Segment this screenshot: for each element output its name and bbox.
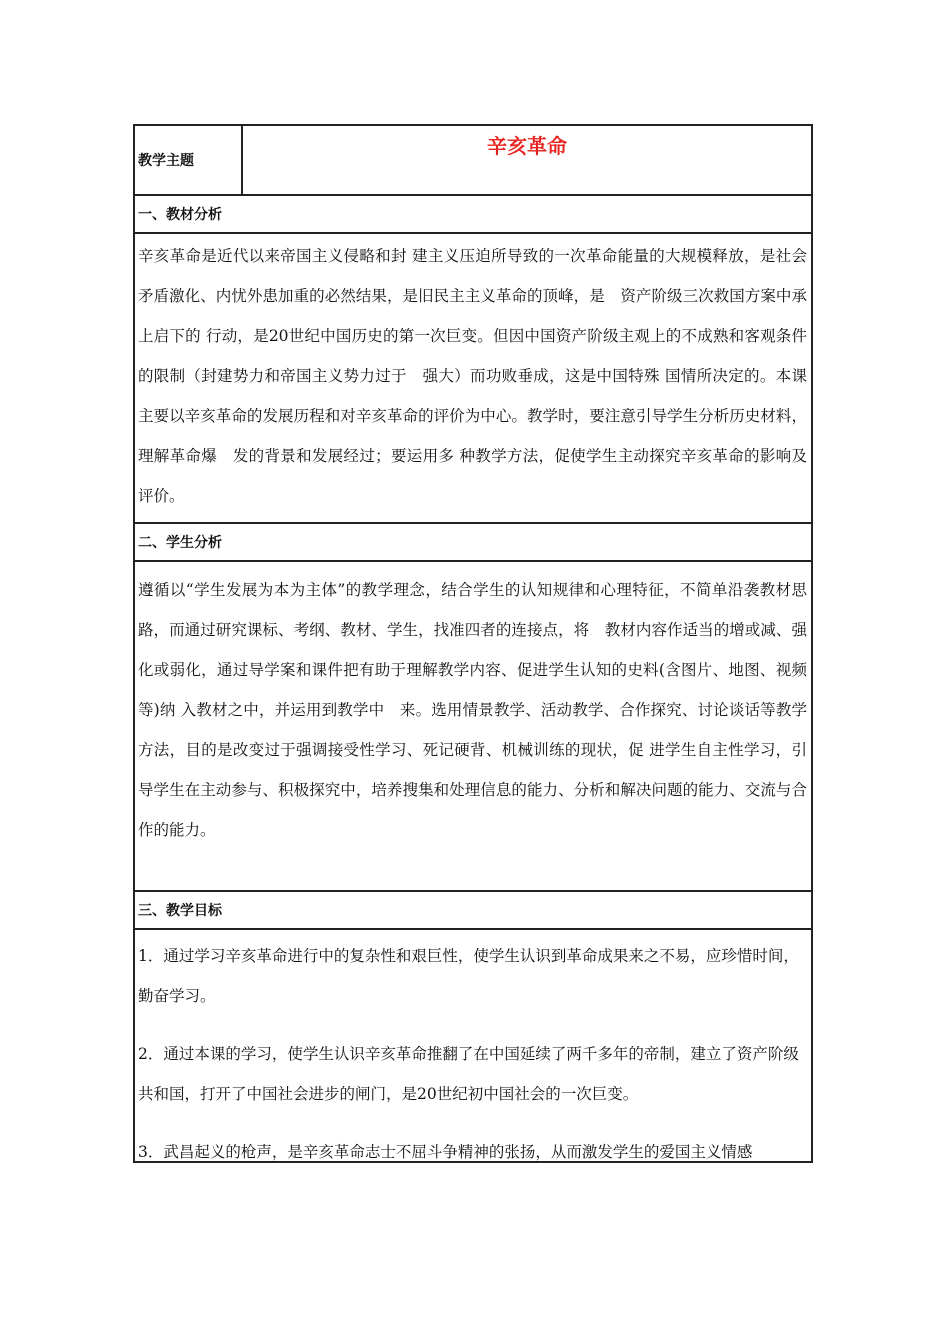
goal-item: 1．通过学习辛亥革命进行中的复杂性和艰巨性，使学生认识到革命成果来之不易，应珍惜时间，勤奋学习。 bbox=[138, 947, 799, 1005]
topic-title: 辛亥革命 bbox=[487, 134, 567, 158]
section-body-analysis: 辛亥革命是近代以来帝国主义侵略和封 建主义压迫所导致的一次革命能量的大规模释放，是社会矛盾激化、内忧外患加重的必然结果，是旧民主主义革命的顶峰，是 资产阶级三次救国方案中承上启下的 行动，是20世纪中国历史的第一次巨变。但因中国资产阶级主观上的不成熟和客观条件的限制（封建势力和帝国主义势力过于 强大）而功败垂成，这是中国特殊 国情所决定的。本课主要以辛亥革命的发展历程和对辛亥革命的评价为中心。教学时，要注意引导学生分析历史材料，理解革命爆 发的背景和发展经过；要运用多 种教学方法，促使学生主动探究辛亥革命的影响及评价。 bbox=[135, 232, 811, 522]
goal-item: 2．通过本课的学习，使学生认识辛亥革命推翻了在中国延续了两千多年的帝制，建立了资产阶级共和国，打开了中国社会进步的闸门，是20世纪初中国社会的一次巨变。 bbox=[138, 1045, 799, 1103]
lesson-plan-table bbox=[133, 124, 813, 1163]
section-heading-goals: 三、教学目标 bbox=[135, 890, 811, 928]
section-heading-student: 二、学生分析 bbox=[135, 522, 811, 560]
section-heading-analysis: 一、教材分析 bbox=[135, 194, 811, 232]
topic-row bbox=[135, 126, 811, 194]
section-body-goals bbox=[135, 928, 811, 1161]
section-body-student: 遵循以“学生发展为本为主体”的教学理念，结合学生的认知规律和心理特征，不简单沿袭教材思路，而通过研究课标、考纲、教材、学生，找准四者的连接点，将 教材内容作适当的增或减、强化或弱化，通过导学案和课件把有助于理解教学内容、促进学生认知的史料(含图片、地图、视频等)纳 入教材之中，并运用到教学中 来。选用情景教学、活动教学、合作探究、讨论谈话等教学方法，目的是改变过于强调接受性学习、死记硬背、机械训练的现状，促 进学生自主性学习，引导学生在主动参与、积极探究中，培养搜集和处理信息的能力、分析和解决问题的能力、交流与合作的能力。 bbox=[135, 560, 811, 890]
goal-item: 3．武昌起义的枪声，是辛亥革命志士不屈斗争精神的张扬，从而激发学生的爱国主义情感 bbox=[138, 1143, 753, 1161]
topic-label: 教学主题 bbox=[135, 126, 243, 194]
